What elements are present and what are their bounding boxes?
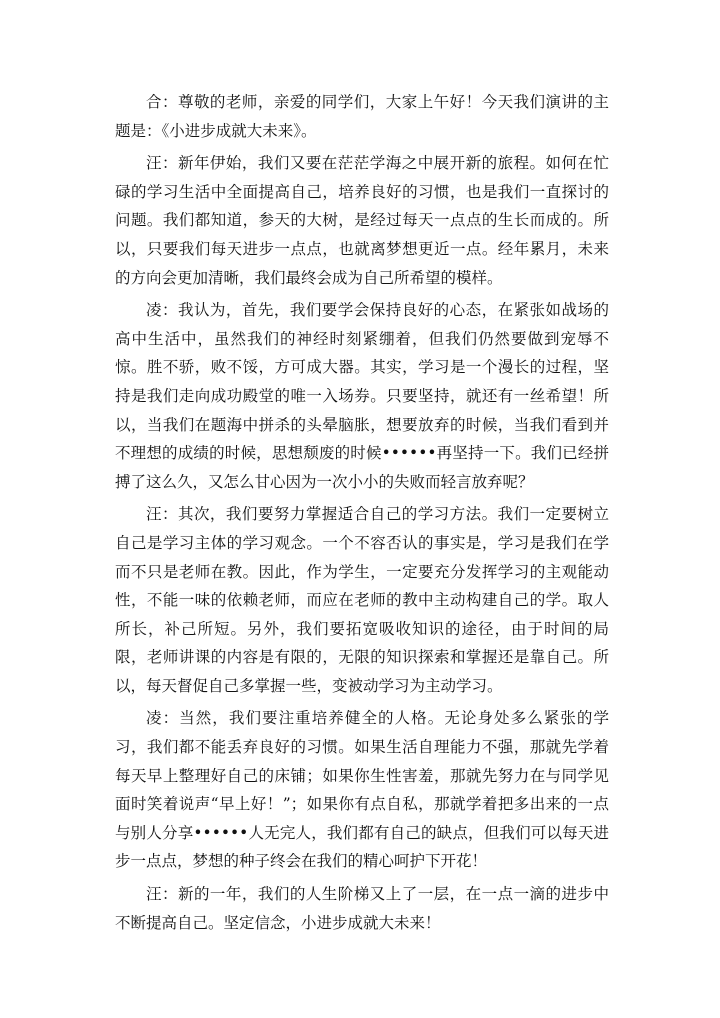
paragraph-ling-1: 凌：我认为，首先，我们要学会保持良好的心态，在紧张如战场的高中生活中，虽然我们的神经时刻紧绷着，但我们仍然要做到宠辱不惊。胜不骄，败不馁，方可成大器。其实，学习是一个漫长的过程，坚持是我们走向成功殿堂的唯一入场券。只要坚持，就还有一丝希望！所以，当我们在题海中拼杀的头晕脑胀，想要放弃的时候，当我们看到并不理想的成绩的时候，思想颓废的时候••••••再坚持一下。我们已经拼搏了这么久，又怎么甘心因为一次小小的失败而轻言放弃呢？ — [115, 301, 609, 491]
paragraph-wang-2: 汪：其次，我们要努力掌握适合自己的学习方法。我们一定要树立自己是学习主体的学习观念。一个不容否认的事实是，学习是我们在学而不只是老师在教。因此，作为学生，一定要充分发挥学习的主观能动性，不能一味的依赖老师，而应在老师的教中主动构建自己的学。取人所长，补己所短。另外，我们要拓宽吸收知识的途径，由于时间的局限，老师讲课的内容是有限的，无限的知识探索和掌握还是靠自己。所以，每天督促自己多掌握一些，变被动学习为主动学习。 — [115, 505, 609, 695]
speech-body — [115, 88, 609, 941]
paragraph-wang-1: 汪：新年伊始，我们又要在茫茫学海之中展开新的旅程。如何在忙碌的学习生活中全面提高自己，培养良好的习惯，也是我们一直探讨的问题。我们都知道，参天的大树，是经过每天一点点的生长而成的。所以，只要我们每天进步一点点，也就离梦想更近一点。经年累月，未来的方向会更加清晰，我们最终会成为自己所希望的模样。 — [115, 154, 609, 287]
paragraph-ling-2: 凌：当然，我们要注重培养健全的人格。无论身处多么紧张的学习，我们都不能丢弃良好的习惯。如果生活自理能力不强，那就先学着每天早上整理好自己的床铺；如果你生性害羞，那就先努力在与同学见面时笑着说声“早上好！”；如果你有点自私，那就学着把多出来的一点与别人分享••••••人无完人，我们都有自己的缺点，但我们可以每天进步一点点，梦想的种子终会在我们的精心呵护下开花！ — [115, 709, 609, 871]
paragraph-closing: 汪：新的一年，我们的人生阶梯又上了一层，在一点一滴的进步中不断提高自己。坚定信念，小进步成就大未来！ — [115, 885, 609, 932]
paragraph-opening: 合：尊敬的老师，亲爱的同学们，大家上午好！今天我们演讲的主题是：《小进步成就大未来》。 — [115, 93, 609, 140]
